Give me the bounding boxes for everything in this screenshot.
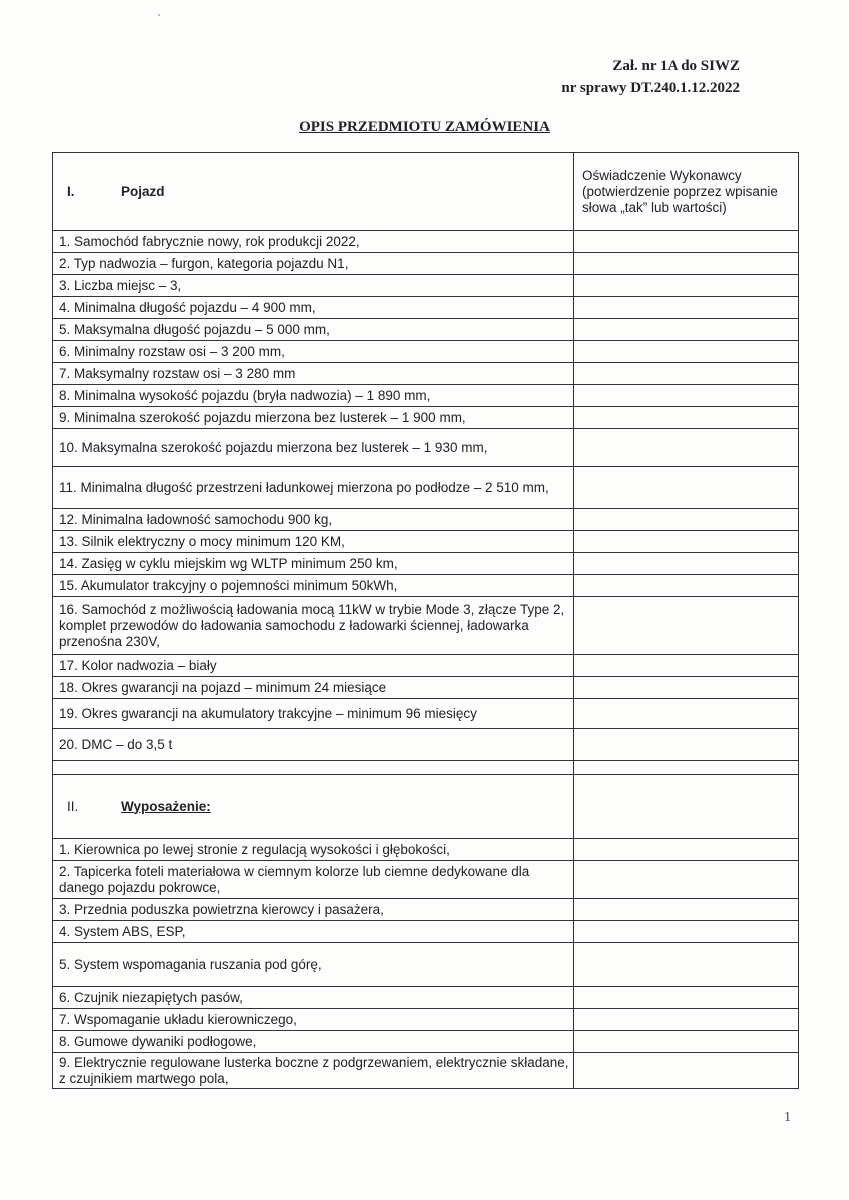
spec-item: 9. Minimalna szerokość pojazdu mierzona bez lusterek – 1 900 mm,: [53, 407, 574, 429]
declaration-cell[interactable]: [574, 319, 799, 341]
table-row: [53, 921, 799, 943]
spec-item: 5. System wspomagania ruszania pod górę,: [53, 943, 574, 987]
table-row: [53, 699, 799, 729]
declaration-cell[interactable]: [574, 1031, 799, 1053]
page-title: [0, 119, 849, 136]
spec-item: 11. Minimalna długość przestrzeni ładunkowej mierzona po podłodze – 2 510 mm,: [53, 467, 574, 509]
declaration-cell[interactable]: [574, 553, 799, 575]
spec-item: 12. Minimalna ładowność samochodu 900 kg,: [53, 509, 574, 531]
declaration-cell[interactable]: [574, 297, 799, 319]
table-row: [53, 509, 799, 531]
declaration-cell[interactable]: [574, 921, 799, 943]
spec-item: 7. Maksymalny rozstaw osi – 3 280 mm: [53, 363, 574, 385]
spec-item: 15. Akumulator trakcyjny o pojemności minimum 50kWh,: [53, 575, 574, 597]
declaration-header-cell: [574, 153, 799, 231]
spec-item: 1. Kierownica po lewej stronie z regulacją wysokości i głębokości,: [53, 839, 574, 861]
table-row: [53, 407, 799, 429]
declaration-cell[interactable]: [574, 231, 799, 253]
table-row: [53, 597, 799, 655]
declaration-cell[interactable]: [574, 363, 799, 385]
empty-cell: [53, 761, 574, 775]
spec-item: 4. System ABS, ESP,: [53, 921, 574, 943]
table-row: [53, 839, 799, 861]
table-row: [53, 553, 799, 575]
table-row: [53, 899, 799, 921]
table-row: [53, 319, 799, 341]
declaration-cell[interactable]: [574, 275, 799, 297]
table-row: [53, 1009, 799, 1031]
page-title-text: OPIS PRZEDMIOTU ZAMÓWIENIA: [299, 119, 550, 135]
spec-item: 8. Gumowe dywaniki podłogowe,: [53, 1031, 574, 1053]
scan-speck: [158, 14, 160, 16]
table-row: [53, 1031, 799, 1053]
spec-item: 17. Kolor nadwozia – biały: [53, 655, 574, 677]
spec-item: 10. Maksymalna szerokość pojazdu mierzona bez lusterek – 1 930 mm,: [53, 429, 574, 467]
table-row: [53, 1053, 799, 1089]
declaration-cell[interactable]: [574, 899, 799, 921]
spec-item: 9. Elektrycznie regulowane lusterka boczne z podgrzewaniem, elektrycznie składane, z czujnikiem martwego pola,: [53, 1053, 574, 1089]
section1-title: Pojazd: [121, 183, 165, 199]
table-row: [53, 275, 799, 297]
declaration-cell[interactable]: [574, 1053, 799, 1089]
section2-roman: II.: [67, 798, 79, 814]
declaration-cell[interactable]: [574, 943, 799, 987]
spec-item: 19. Okres gwarancji na akumulatory trakcyjne – minimum 96 miesięcy: [53, 699, 574, 729]
table-row: [53, 253, 799, 275]
table-row: [53, 385, 799, 407]
table-row: [53, 861, 799, 899]
declaration-cell[interactable]: [574, 341, 799, 363]
declaration-cell[interactable]: [574, 531, 799, 553]
spec-item: 7. Wspomaganie układu kierowniczego,: [53, 1009, 574, 1031]
section2-header-row: [53, 775, 799, 839]
table-row: [53, 987, 799, 1009]
declaration-cell[interactable]: [574, 775, 799, 839]
declaration-cell[interactable]: [574, 699, 799, 729]
case-number: nr sprawy DT.240.1.12.2022: [561, 80, 740, 96]
spec-item: 16. Samochód z możliwością ładowania mocą 11kW w trybie Mode 3, złącze Type 2, komplet przewodów do ładowania samochodu z ładowarki ściennej, ładowarka przenośna 230V,: [53, 597, 574, 655]
declaration-cell[interactable]: [574, 467, 799, 509]
spacer-row: [53, 761, 799, 775]
table-row: [53, 943, 799, 987]
table-row: [53, 677, 799, 699]
section1-roman: I.: [67, 183, 75, 199]
declaration-cell[interactable]: [574, 677, 799, 699]
table-row: [53, 429, 799, 467]
declaration-cell[interactable]: [574, 385, 799, 407]
table-row: [53, 363, 799, 385]
table-row: [53, 297, 799, 319]
spec-item: 2. Tapicerka foteli materiałowa w ciemnym kolorze lub ciemne dedykowane dla danego pojazdu pokrowce,: [53, 861, 574, 899]
section1-header-cell: [53, 153, 574, 231]
declaration-cell[interactable]: [574, 655, 799, 677]
specification-table: [52, 152, 799, 1089]
table-row: [53, 531, 799, 553]
declaration-cell[interactable]: [574, 729, 799, 761]
declaration-cell[interactable]: [574, 407, 799, 429]
spec-item: 1. Samochód fabrycznie nowy, rok produkcji 2022,: [53, 231, 574, 253]
attachment-label: Zał. nr 1A do SIWZ: [612, 58, 740, 74]
declaration-cell[interactable]: [574, 253, 799, 275]
spec-item: 6. Minimalny rozstaw osi – 3 200 mm,: [53, 341, 574, 363]
page-number: 1: [784, 1110, 791, 1125]
declaration-cell[interactable]: [574, 575, 799, 597]
spec-item: 3. Liczba miejsc – 3,: [53, 275, 574, 297]
spec-item: 4. Minimalna długość pojazdu – 4 900 mm,: [53, 297, 574, 319]
table-row: [53, 467, 799, 509]
table-row: [53, 655, 799, 677]
declaration-cell[interactable]: [574, 861, 799, 899]
declaration-header: Oświadczenie Wykonawcy (potwierdzenie poprzez wpisanie słowa „tak” lub wartości): [582, 167, 778, 215]
spec-item: 14. Zasięg w cyklu miejskim wg WLTP minimum 250 km,: [53, 553, 574, 575]
declaration-cell[interactable]: [574, 761, 799, 775]
table-row: [53, 575, 799, 597]
spec-item: 13. Silnik elektryczny o mocy minimum 120 KM,: [53, 531, 574, 553]
table-row: [53, 729, 799, 761]
table-row: [53, 341, 799, 363]
spec-item: 3. Przednia poduszka powietrzna kierowcy i pasażera,: [53, 899, 574, 921]
spec-item: 6. Czujnik niezapiętych pasów,: [53, 987, 574, 1009]
spec-item: 20. DMC – do 3,5 t: [53, 729, 574, 761]
section1-header-row: [53, 153, 799, 231]
spec-item: 18. Okres gwarancji na pojazd – minimum 24 miesiące: [53, 677, 574, 699]
declaration-cell[interactable]: [574, 429, 799, 467]
section2-header-cell: [53, 775, 574, 839]
declaration-cell[interactable]: [574, 1009, 799, 1031]
table-row: [53, 231, 799, 253]
declaration-cell[interactable]: [574, 839, 799, 861]
declaration-cell[interactable]: [574, 597, 799, 655]
spec-item: 5. Maksymalna długość pojazdu – 5 000 mm,: [53, 319, 574, 341]
declaration-cell[interactable]: [574, 987, 799, 1009]
declaration-cell[interactable]: [574, 509, 799, 531]
spec-item: 8. Minimalna wysokość pojazdu (bryła nadwozia) – 1 890 mm,: [53, 385, 574, 407]
spec-item: 2. Typ nadwozia – furgon, kategoria pojazdu N1,: [53, 253, 574, 275]
section2-title: Wyposażenie:: [121, 798, 211, 814]
